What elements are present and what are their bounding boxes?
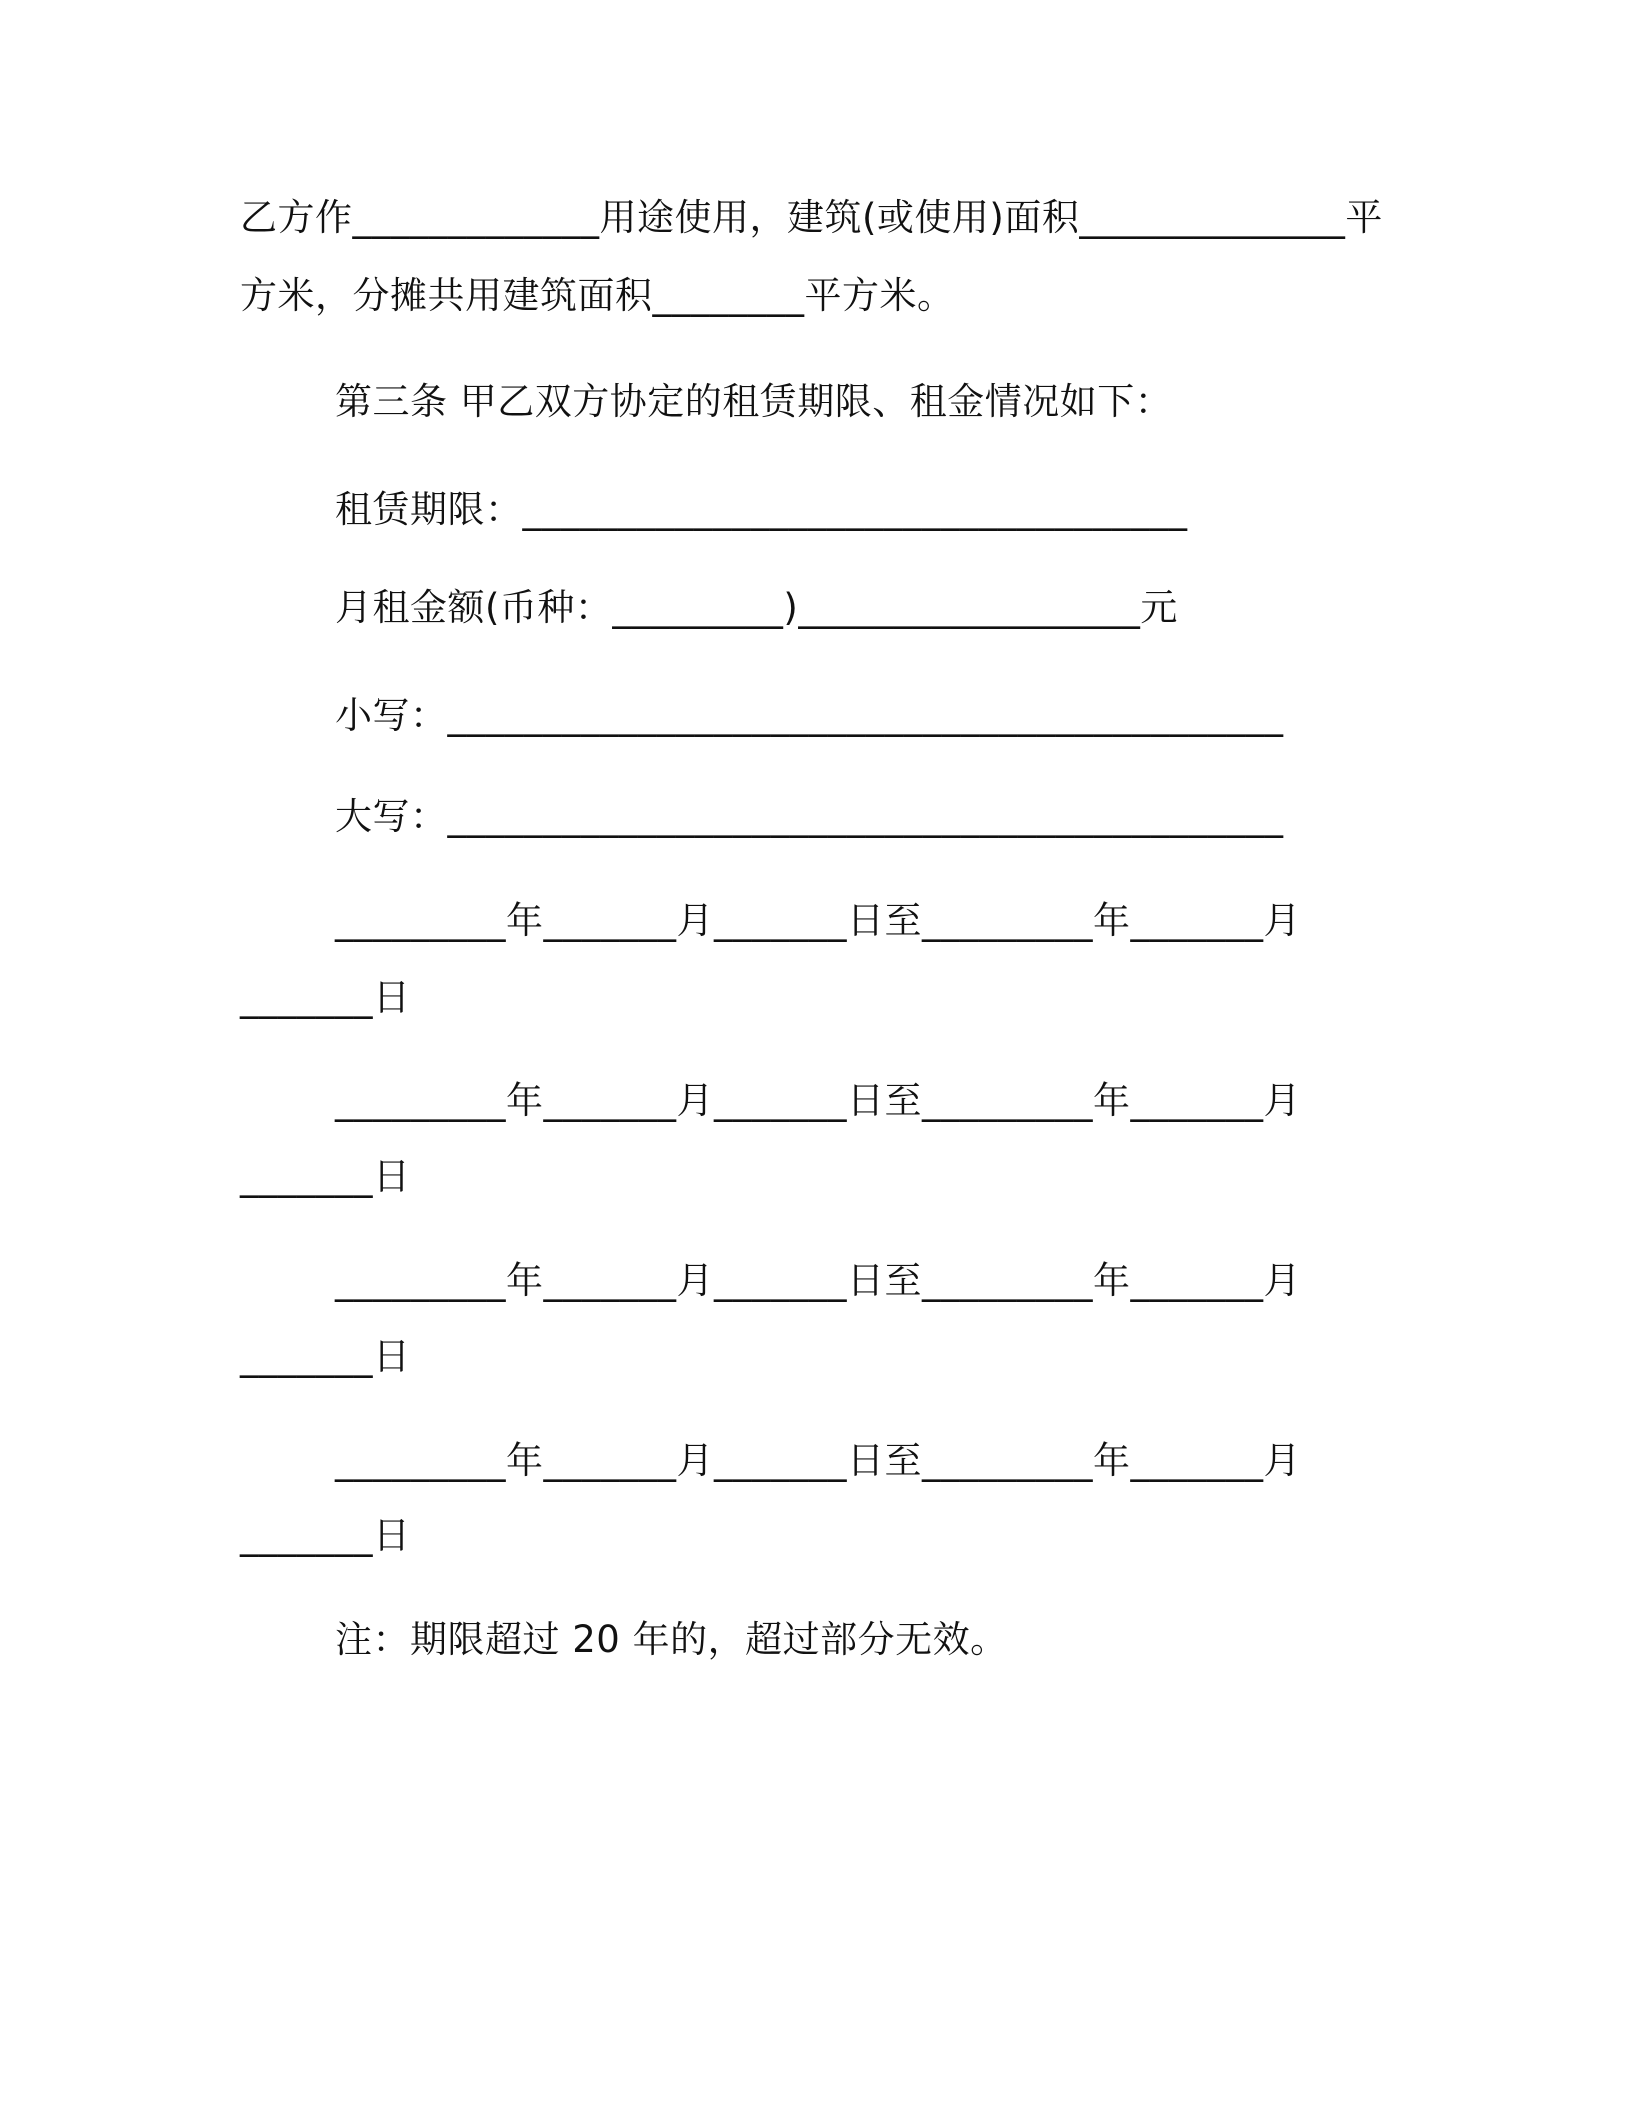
uppercase-amount-line: 大写：____________________________________________ [335, 795, 1284, 838]
date-range-line-1: _________年_______月_______日至_________年_______月 [335, 899, 1301, 942]
date-range-line-4-end: _______日 [240, 1514, 411, 1557]
date-range-line-3-end: _______日 [240, 1335, 411, 1378]
date-range-line-3: _________年_______月_______日至_________年_______月 [335, 1259, 1301, 1302]
note-line: 注：期限超过 20 年的，超过部分无效。 [335, 1618, 1008, 1661]
article-three-heading: 第三条 甲乙双方协定的租赁期限、租金情况如下： [335, 380, 1173, 423]
date-range-line-2-end: _______日 [240, 1155, 411, 1198]
monthly-rent-line: 月租金额(币种：_________)__________________元 [335, 586, 1178, 629]
date-range-line-4: _________年_______月_______日至_________年_______月 [335, 1439, 1301, 1482]
lowercase-amount-line: 小写：____________________________________________ [335, 694, 1284, 737]
text-line-usage-area: 乙方作_____________用途使用，建筑(或使用)面积______________平 [240, 196, 1383, 239]
text-line-shared-area: 方米，分摊共用建筑面积________平方米。 [240, 274, 955, 317]
date-range-line-1-end: _______日 [240, 976, 411, 1019]
date-range-line-2: _________年_______月_______日至_________年_______月 [335, 1079, 1301, 1122]
lease-term-line: 租赁期限：___________________________________ [335, 488, 1188, 531]
